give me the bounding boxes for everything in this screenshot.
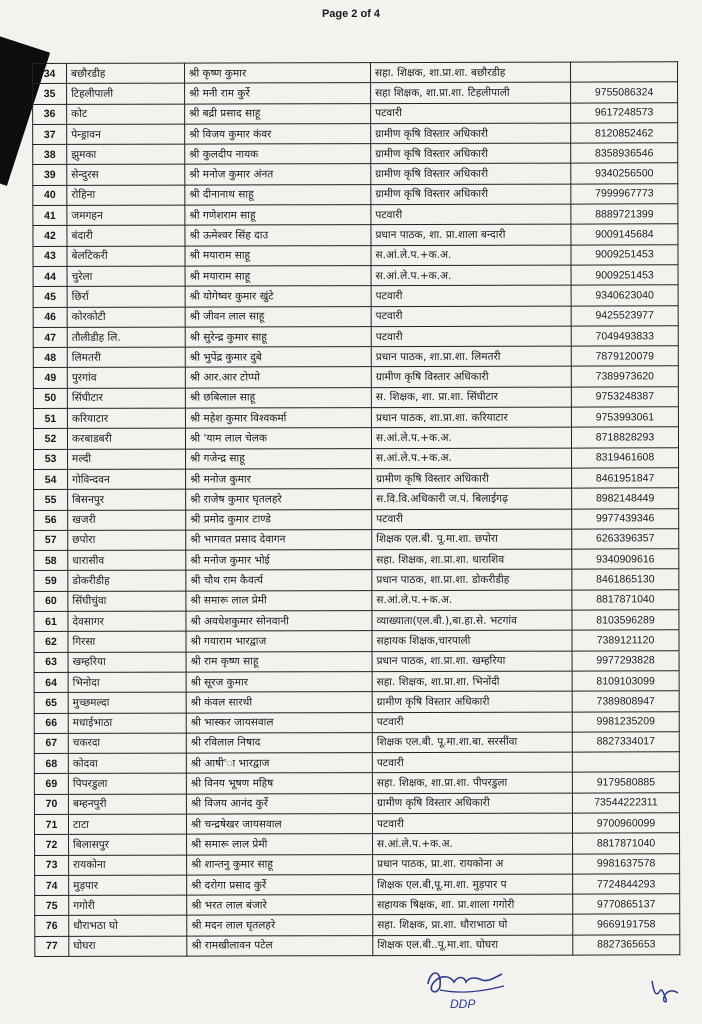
village-cell: कोदवा xyxy=(68,753,186,774)
designation-cell: सहा. शिक्षक, शा.प्रा.शा. पीपरडुला xyxy=(372,772,572,793)
table-row xyxy=(33,305,678,327)
serial-number-cell: 58 xyxy=(34,551,68,571)
official-name-cell: श्री विजय कुमार कंवर xyxy=(185,124,371,145)
official-name-cell: श्री सूरज कुमार xyxy=(186,672,372,693)
serial-number-cell: 72 xyxy=(35,835,69,855)
table-row xyxy=(33,244,678,266)
designation-cell: प्रधान पाठक, शा.प्रा.शा. लिमतरी xyxy=(371,346,571,367)
table-row xyxy=(33,102,678,124)
phone-cell: 8319461608 xyxy=(572,447,679,468)
serial-number-cell: 50 xyxy=(33,388,67,408)
designation-cell: प्रधान पाठक, शा.प्रा.शा. डोकरीडीह xyxy=(372,570,572,591)
phone-cell: 8358936546 xyxy=(571,143,678,164)
serial-number-cell: 76 xyxy=(35,916,69,936)
serial-number-cell: 69 xyxy=(34,774,68,794)
table-row xyxy=(34,650,679,672)
official-name-cell: श्री छबिलाल साहू xyxy=(185,387,371,408)
official-name-cell: श्री भुपेंद्र कुमार दुबे xyxy=(185,347,371,368)
official-name-cell: श्री मनोज कुमार अंनत xyxy=(185,164,371,185)
official-name-cell: श्री भागवत प्रसाद देवागन xyxy=(186,529,372,550)
village-cell: पिपरडुला xyxy=(68,773,186,794)
designation-cell: सहा. शिक्षक, शा.प्रा.शा. भिनोंदी xyxy=(372,671,572,692)
serial-number-cell: 64 xyxy=(34,672,68,692)
designation-cell: शिक्षक एल.बी..पू.मा.शा. घोघरा xyxy=(373,935,573,956)
designation-cell: पटवारी xyxy=(371,285,571,306)
serial-number-cell: 68 xyxy=(34,754,68,774)
serial-number-cell: 66 xyxy=(34,713,68,733)
official-name-cell: श्री विजय आनंद कुर्रे xyxy=(186,793,372,814)
table-row xyxy=(33,204,678,226)
official-name-cell: श्री आर.आर टोप्पो xyxy=(185,367,371,388)
designation-cell: ग्रामीण कृषि विस्तार अधिकारी xyxy=(372,793,572,814)
village-cell: धौराभठा घो xyxy=(69,916,187,937)
designation-cell: सहा. शिक्षक, प्रा.शा. धौराभाठा घो xyxy=(373,915,573,936)
official-name-cell: श्री शान्तनु कुमार साहू xyxy=(187,854,373,875)
table-row xyxy=(35,914,680,936)
phone-cell xyxy=(572,752,679,773)
phone-cell: 9753248387 xyxy=(571,387,678,408)
table-row xyxy=(33,387,678,409)
designation-cell: स.आं.ले.प.+क.अ. xyxy=(372,590,572,611)
village-cell: मल्दी xyxy=(68,449,186,470)
table-row xyxy=(34,792,679,814)
phone-cell: 7389121120 xyxy=(572,630,679,651)
phone-cell: 7389808947 xyxy=(572,691,679,712)
phone-cell: 8889721399 xyxy=(571,204,678,225)
village-cell: टिहलीपाली xyxy=(67,83,185,104)
signature-mark xyxy=(420,962,510,1012)
phone-cell: 9340256500 xyxy=(571,163,678,184)
village-cell: पुरगांव xyxy=(67,368,185,389)
serial-number-cell: 70 xyxy=(34,794,68,814)
phone-cell: 8827365653 xyxy=(573,935,680,956)
designation-cell: पटवारी xyxy=(372,509,572,530)
official-name-cell: श्री मयाराम साहू xyxy=(185,245,371,266)
designation-cell: सहा. शिक्षक, शा.प्रा.शा. धाराशिव xyxy=(372,549,572,570)
official-name-cell: श्री सुरेन्द्र कुमार साहू xyxy=(185,326,371,347)
designation-cell: पटवारी xyxy=(372,712,572,733)
village-cell: मुच्छमल्दा xyxy=(68,692,186,713)
table-row xyxy=(33,82,678,104)
village-cell: बम्हनपुरी xyxy=(68,794,186,815)
village-cell: खजरी xyxy=(68,510,186,531)
table-row xyxy=(33,326,678,348)
table-row xyxy=(34,488,679,510)
table-row xyxy=(34,752,679,774)
village-cell: खम्हरिया xyxy=(68,652,186,673)
phone-cell: 9425523977 xyxy=(571,305,678,326)
phone-cell: 8109103099 xyxy=(572,671,679,692)
phone-cell: 8827334017 xyxy=(572,732,679,753)
serial-number-cell: 73 xyxy=(35,855,69,875)
official-name-cell: श्री प्रमोद कुमार टाण्डे xyxy=(186,509,372,530)
serial-number-cell: 37 xyxy=(33,124,67,144)
village-cell: रोहिना xyxy=(67,185,185,206)
phone-cell: 8461951847 xyxy=(572,468,679,489)
table-row xyxy=(34,468,679,490)
village-cell: सिंघीटार xyxy=(67,388,185,409)
phone-cell: 9977293828 xyxy=(572,650,679,671)
table-row xyxy=(34,813,679,835)
serial-number-cell: 43 xyxy=(33,246,67,266)
serial-number-cell: 56 xyxy=(34,510,68,530)
village-cell: बेलटिकरी xyxy=(67,246,185,267)
table-row xyxy=(33,427,678,449)
phone-cell: 8817871040 xyxy=(572,590,679,611)
designation-cell: ग्रामीण कृषि विस्तार अधिकारी xyxy=(371,123,571,144)
phone-cell: 73544222311 xyxy=(572,792,679,813)
designation-cell: सहा शिक्षक, शा.प्रा.शा. टिहलीपाली xyxy=(371,82,571,103)
village-cell: चकरदा xyxy=(68,733,186,754)
designation-cell: ग्रामीण कृषि विस्तार अधिकारी xyxy=(372,691,572,712)
serial-number-cell: 65 xyxy=(34,693,68,713)
phone-cell: 7999967773 xyxy=(571,184,678,205)
designation-cell: ग्रामीण कृषि विस्तार अधिकारी xyxy=(371,367,571,388)
official-name-cell: श्री रविलाल निषाद xyxy=(186,732,372,753)
serial-number-cell: 44 xyxy=(33,266,67,286)
serial-number-cell: 74 xyxy=(35,875,69,895)
official-name-cell: श्री कंवल सारथी xyxy=(186,692,372,713)
designation-cell: शिक्षक एल.बी,पू.मा.शा. मुड़पार प xyxy=(373,874,573,895)
table-row xyxy=(34,711,679,733)
village-cell: बंदारी xyxy=(67,225,185,246)
phone-cell: 9669191758 xyxy=(573,914,680,935)
designation-cell: प्रधान पाठक, शा.प्रा.शा. करियाटार xyxy=(371,407,571,428)
serial-number-cell: 42 xyxy=(33,226,67,246)
serial-number-cell: 38 xyxy=(33,145,67,165)
village-cell: पेन्ड्रावन xyxy=(67,124,185,145)
official-name-cell: श्री समारू लाल प्रेमी xyxy=(187,834,373,855)
designation-cell: ग्रामीण कृषि विस्तार अधिकारी xyxy=(371,184,571,205)
official-name-cell: श्री महेश कुमार विश्वकर्मा xyxy=(185,408,371,429)
table-row xyxy=(34,630,679,652)
official-name-cell: श्री ऊमेश्वर सिंह दाउ xyxy=(185,225,371,246)
official-name-cell: श्री कुलदीप नायक xyxy=(185,144,371,165)
roster-table-body xyxy=(33,62,680,957)
phone-cell: 8982148449 xyxy=(572,488,679,509)
official-name-cell: श्री गयाराम भारद्वाज xyxy=(186,631,372,652)
table-row xyxy=(34,590,679,612)
village-cell: करियाटार xyxy=(67,408,185,429)
phone-cell: 9340909616 xyxy=(572,549,679,570)
village-cell: जमगहन xyxy=(67,205,185,226)
table-row xyxy=(35,874,680,896)
phone-cell: 9340623040 xyxy=(571,285,678,306)
official-name-cell: श्री राजेष कुमार घृतलहरे xyxy=(186,489,372,510)
phone-cell: 8103596289 xyxy=(572,610,679,631)
village-cell: कोरकोटी xyxy=(67,307,185,328)
phone-cell: 6263396357 xyxy=(572,529,679,550)
village-cell: घोघरा xyxy=(69,936,187,957)
designation-cell: ग्रामीण कृषि विस्तार अधिकारी xyxy=(372,468,572,489)
table-row xyxy=(33,143,678,165)
official-name-cell: श्री 'याम लाल चेलक xyxy=(185,428,371,449)
serial-number-cell: 77 xyxy=(35,936,69,956)
phone-cell: 7879120079 xyxy=(571,346,678,367)
designation-cell: पटवारी xyxy=(371,204,571,225)
phone-cell: 9179580885 xyxy=(572,772,679,793)
official-name-cell: श्री दरोगा प्रसाद कुर्रे xyxy=(187,874,373,895)
table-row xyxy=(34,508,679,530)
phone-cell: 9617248573 xyxy=(571,102,678,123)
serial-number-cell: 57 xyxy=(34,530,68,550)
signature-text: DDP xyxy=(450,997,476,1011)
serial-number-cell: 41 xyxy=(33,205,67,225)
serial-number-cell: 61 xyxy=(34,611,68,631)
designation-cell: पटवारी xyxy=(372,813,572,834)
serial-number-cell: 55 xyxy=(34,490,68,510)
official-name-cell: श्री मदन लाल घृतलहरे xyxy=(187,915,373,936)
table-row xyxy=(35,894,680,916)
table-row xyxy=(33,62,678,84)
official-name-cell: श्री चन्द्रषेखर जायसवाल xyxy=(186,814,372,835)
designation-cell: ग्रामीण कृषि विस्तार अधिकारी xyxy=(371,164,571,185)
village-cell: टाटा xyxy=(68,814,186,835)
village-cell: चुरेला xyxy=(67,266,185,287)
phone-cell: 9981637578 xyxy=(573,853,680,874)
serial-number-cell: 54 xyxy=(34,469,68,489)
village-cell: देवसागर xyxy=(68,611,186,632)
table-row xyxy=(34,549,679,571)
village-cell: छिर्रा xyxy=(67,286,185,307)
designation-cell: सहा. शिक्षक, शा.प्रा.शा. बछौरडीह xyxy=(371,62,571,83)
designation-cell: ग्रामीण कृषि विस्तार अधिकारी xyxy=(371,143,571,164)
table-row xyxy=(35,853,680,875)
table-row xyxy=(33,285,678,307)
official-name-cell: श्री दीनानाथ साहू xyxy=(185,184,371,205)
designation-cell: स.वि.वि.अधिकारी ज.पं. बिलाईगढ़ xyxy=(372,488,572,509)
designation-cell: व्याख्याता(एल.बी.),बा.हा.से. भटगांव xyxy=(372,610,572,631)
roster-table xyxy=(32,61,680,957)
designation-cell: स.आं.ले.प.+क.अ. xyxy=(371,245,571,266)
designation-cell: स. शिक्षक, शा. प्रा.शा. सिंघीटार xyxy=(371,387,571,408)
official-name-cell: श्री राम कृष्ण साहू xyxy=(186,651,372,672)
table-row xyxy=(33,163,678,185)
official-name-cell: श्री भास्कर जायसवाल xyxy=(186,712,372,733)
designation-cell: प्रधान पाठक, प्रा.शा. रायकोना अ xyxy=(373,854,573,875)
village-cell: गोविन्दवन xyxy=(68,469,186,490)
designation-cell: स.आं.ले.प.+क.अ. xyxy=(372,448,572,469)
designation-cell: पटवारी xyxy=(371,326,571,347)
phone-cell: 9009251453 xyxy=(571,265,678,286)
village-cell: गगोरी xyxy=(69,895,187,916)
official-name-cell: श्री मयाराम साहू xyxy=(185,266,371,287)
village-cell: बिलासपुर xyxy=(69,834,187,855)
serial-number-cell: 71 xyxy=(34,814,68,834)
designation-cell: प्रधान पाठक, शा. प्रा.शाला बन्दारी xyxy=(371,224,571,245)
village-cell: तौलीडीह लि. xyxy=(67,327,185,348)
table-row xyxy=(34,732,679,754)
official-name-cell: श्री रामखीलावन पटेल xyxy=(187,935,373,956)
official-name-cell: श्री बद्री प्रसाद साहू xyxy=(185,103,371,124)
serial-number-cell: 34 xyxy=(33,63,67,83)
official-name-cell: श्री मनी राम कुर्रे xyxy=(185,83,371,104)
official-name-cell: श्री चौथ राम कैवर्त्य xyxy=(186,570,372,591)
phone-cell: 9770865137 xyxy=(573,894,680,915)
phone-cell: 8718828293 xyxy=(571,427,678,448)
official-name-cell: श्री योगेष्वर कुमार खुंटे xyxy=(185,286,371,307)
designation-cell: शिक्षक एल.बी. पू.मा.शा. छपोरा xyxy=(372,529,572,550)
serial-number-cell: 40 xyxy=(33,185,67,205)
serial-number-cell: 59 xyxy=(34,571,68,591)
table-row xyxy=(34,691,679,713)
table-row xyxy=(34,529,679,551)
village-cell: सिंघीचुंवा xyxy=(68,591,186,612)
phone-cell xyxy=(570,62,677,83)
designation-cell: पटवारी xyxy=(372,752,572,773)
serial-number-cell: 60 xyxy=(34,591,68,611)
phone-cell: 9009145684 xyxy=(571,224,678,245)
village-cell: बिसनपुर xyxy=(68,489,186,510)
designation-cell: स.आं.ले.प.+क.अ. xyxy=(371,427,571,448)
village-cell: झुमका xyxy=(67,144,185,165)
table-row xyxy=(34,610,679,632)
designation-cell: सहायक षिक्षक, शा. प्रा.शाला गगोरी xyxy=(373,894,573,915)
village-cell: करबाडबरी xyxy=(67,428,185,449)
village-cell: भिनोदा xyxy=(68,672,186,693)
table-row xyxy=(33,346,678,368)
official-name-cell: श्री गणेशराम साहू xyxy=(185,205,371,226)
serial-number-cell: 51 xyxy=(33,408,67,428)
table-row xyxy=(35,935,680,957)
table-row xyxy=(33,407,678,429)
page-number: Page 2 of 4 xyxy=(321,8,381,20)
official-name-cell: श्री समारू लाल प्रेमी xyxy=(186,590,372,611)
serial-number-cell: 45 xyxy=(33,287,67,307)
designation-cell: स.आं.ले.प.+क.अ. xyxy=(371,265,571,286)
table-row xyxy=(34,569,679,591)
phone-cell: 8461865130 xyxy=(572,569,679,590)
serial-number-cell: 63 xyxy=(34,652,68,672)
table-row xyxy=(34,772,679,794)
table-row xyxy=(33,123,678,145)
phone-cell: 9755086324 xyxy=(571,82,678,103)
designation-cell: स.आं.ले.प.+क.अ. xyxy=(373,833,573,854)
table-row xyxy=(33,184,678,206)
serial-number-cell: 49 xyxy=(33,368,67,388)
serial-number-cell: 52 xyxy=(33,429,67,449)
serial-number-cell: 48 xyxy=(33,348,67,368)
serial-number-cell: 35 xyxy=(33,84,67,104)
village-cell: मुड़पार xyxy=(69,875,187,896)
official-name-cell: श्री मनोज कुमार भोई xyxy=(186,550,372,571)
village-cell: मधाईभाठा xyxy=(68,713,186,734)
table-row xyxy=(34,671,679,693)
official-name-cell: श्री अवधेशकुमार सोनवानी xyxy=(186,611,372,632)
official-name-cell: श्री भरत लाल बंजारे xyxy=(187,895,373,916)
phone-cell: 9753993061 xyxy=(571,407,678,428)
phone-cell: 8120852462 xyxy=(571,123,678,144)
table-row xyxy=(33,224,678,246)
official-name-cell: श्री कृष्ण कुमार xyxy=(185,63,371,84)
serial-number-cell: 62 xyxy=(34,632,68,652)
village-cell: धारासीव xyxy=(68,550,186,571)
village-cell: छपोरा xyxy=(68,530,186,551)
phone-cell: 7724844293 xyxy=(573,874,680,895)
phone-cell: 7049493833 xyxy=(571,326,678,347)
village-cell: लिमतरी xyxy=(67,347,185,368)
village-cell: रायकोना xyxy=(69,855,187,876)
phone-cell: 9009251453 xyxy=(571,244,678,265)
village-cell: सेन्दुरस xyxy=(67,165,185,186)
table-row xyxy=(34,447,679,469)
page-header xyxy=(0,8,702,20)
designation-cell: पटवारी xyxy=(371,306,571,327)
official-name-cell: श्री विनय भूषण महिष xyxy=(186,773,372,794)
phone-cell: 9977439346 xyxy=(572,508,679,529)
phone-cell: 8817871040 xyxy=(573,833,680,854)
village-cell: कोट xyxy=(67,104,185,125)
serial-number-cell: 53 xyxy=(34,449,68,469)
village-cell: डोकरीडीह xyxy=(68,571,186,592)
table-row xyxy=(33,366,678,388)
serial-number-cell: 67 xyxy=(34,733,68,753)
serial-number-cell: 36 xyxy=(33,104,67,124)
designation-cell: सहायक शिक्षक,चारपाली xyxy=(372,630,572,651)
phone-cell: 9981235209 xyxy=(572,711,679,732)
village-cell: गिरसा xyxy=(68,631,186,652)
table-row xyxy=(35,833,680,855)
village-cell: बछौरडीह xyxy=(67,63,185,84)
phone-cell: 9700960099 xyxy=(572,813,679,834)
table-row xyxy=(33,265,678,287)
designation-cell: शिक्षक एल.बी. पू.मा.शा.बा. सरसींवा xyxy=(372,732,572,753)
serial-number-cell: 75 xyxy=(35,896,69,916)
roster-table-wrapper xyxy=(32,61,679,957)
serial-number-cell: 39 xyxy=(33,165,67,185)
phone-cell: 7389973620 xyxy=(571,366,678,387)
designation-cell: पटवारी xyxy=(371,103,571,124)
official-name-cell: श्री मनोज कुमार xyxy=(186,469,372,490)
designation-cell: प्रधान पाठक, शा.प्रा.शा. खम्हरिया xyxy=(372,651,572,672)
initials-mark xyxy=(648,975,688,1005)
official-name-cell: श्री गजेन्द्र साहू xyxy=(186,448,372,469)
serial-number-cell: 46 xyxy=(33,307,67,327)
official-name-cell: श्री जीवन लाल साहू xyxy=(185,306,371,327)
official-name-cell: श्री आषी'ा भारद्वाज xyxy=(186,753,372,774)
serial-number-cell: 47 xyxy=(33,327,67,347)
